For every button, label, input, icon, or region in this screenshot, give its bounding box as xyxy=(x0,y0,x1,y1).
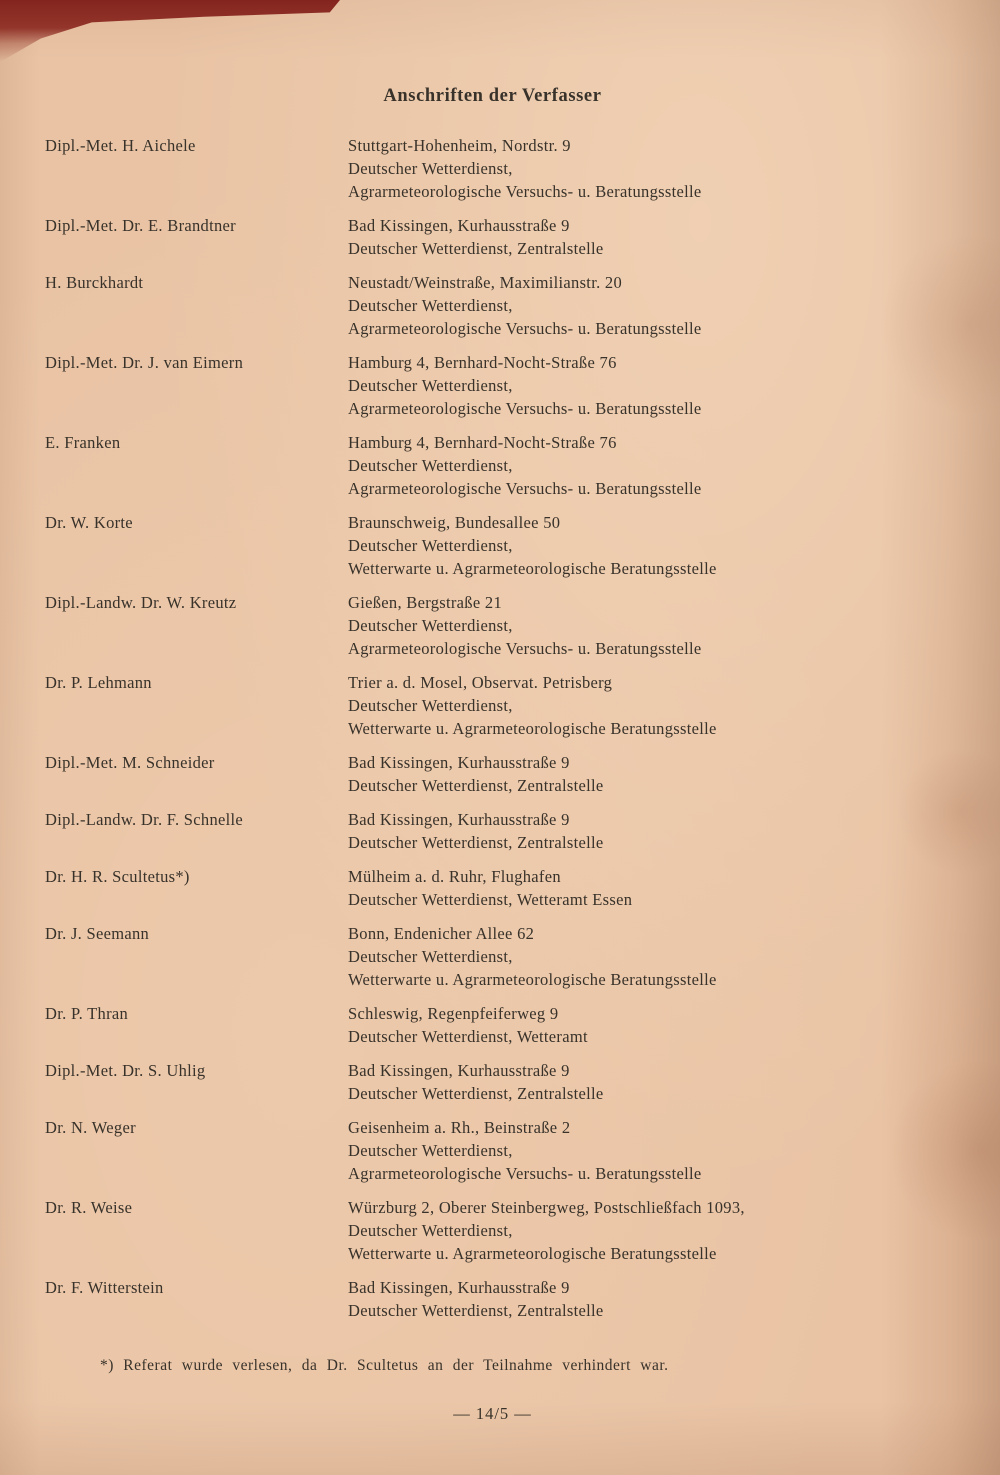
author-entry xyxy=(45,1276,940,1322)
address-line: Bad Kissingen, Kurhausstraße 9 xyxy=(348,216,570,235)
author-name: Dipl.-Landw. Dr. F. Schnelle xyxy=(45,810,244,829)
author-address xyxy=(348,1116,940,1185)
author-address xyxy=(348,214,940,260)
address-line: Wetterwarte u. Agrarmeteorologische Beratungsstelle xyxy=(348,970,717,989)
author-entry xyxy=(45,865,940,911)
author-name: Dipl.-Met. M. Schneider xyxy=(45,753,215,772)
address-line: Deutscher Wetterdienst, Wetteramt Essen xyxy=(348,890,633,909)
address-line: Deutscher Wetterdienst, xyxy=(348,376,513,395)
address-line: Bad Kissingen, Kurhausstraße 9 xyxy=(348,753,570,772)
author-entry xyxy=(45,671,940,740)
author-name: E. Franken xyxy=(45,433,121,452)
author-name: Dipl.-Met. Dr. S. Uhlig xyxy=(45,1061,206,1080)
address-line: Würzburg 2, Oberer Steinbergweg, Postschließfach 1093, xyxy=(348,1198,745,1217)
address-line: Agrarmeteorologische Versuchs- u. Beratungsstelle xyxy=(348,1164,702,1183)
address-line: Gießen, Bergstraße 21 xyxy=(348,593,502,612)
author-address xyxy=(348,922,940,991)
address-line: Deutscher Wetterdienst, xyxy=(348,947,513,966)
author-address xyxy=(348,751,940,797)
author-address xyxy=(348,1276,940,1322)
author-name: Dr. F. Witterstein xyxy=(45,1278,164,1297)
author-name: Dipl.-Met. Dr. J. van Eimern xyxy=(45,353,244,372)
address-line: Geisenheim a. Rh., Beinstraße 2 xyxy=(348,1118,571,1137)
address-line: Deutscher Wetterdienst, Wetteramt xyxy=(348,1027,588,1046)
author-entry xyxy=(45,271,940,340)
address-line: Deutscher Wetterdienst, xyxy=(348,456,513,475)
address-line: Bad Kissingen, Kurhausstraße 9 xyxy=(348,1061,570,1080)
address-line: Deutscher Wetterdienst, xyxy=(348,536,513,555)
author-name: Dipl.-Met. H. Aichele xyxy=(45,136,196,155)
author-entry xyxy=(45,214,940,260)
author-address xyxy=(348,351,940,420)
author-name: Dr. N. Weger xyxy=(45,1118,136,1137)
author-name: Dr. P. Thran xyxy=(45,1004,129,1023)
author-address-list xyxy=(45,134,940,1322)
author-entry xyxy=(45,1196,940,1265)
address-line: Bad Kissingen, Kurhausstraße 9 xyxy=(348,810,570,829)
address-line: Schleswig, Regenpfeiferweg 9 xyxy=(348,1004,559,1023)
author-name: Dr. R. Weise xyxy=(45,1198,133,1217)
author-name: H. Burckhardt xyxy=(45,273,144,292)
author-address xyxy=(348,134,940,203)
author-name: Dr. W. Korte xyxy=(45,513,133,532)
address-line: Deutscher Wetterdienst, Zentralstelle xyxy=(348,776,604,795)
author-address xyxy=(348,431,940,500)
address-line: Trier a. d. Mosel, Observat. Petrisberg xyxy=(348,673,613,692)
address-line: Agrarmeteorologische Versuchs- u. Beratungsstelle xyxy=(348,182,702,201)
footnote: *) Referat wurde verlesen, da Dr. Scultetus an der Teilnahme verhindert war. xyxy=(100,1357,669,1374)
address-line: Hamburg 4, Bernhard-Nocht-Straße 76 xyxy=(348,353,617,372)
author-name: Dr. J. Seemann xyxy=(45,924,150,943)
author-entry xyxy=(45,1059,940,1105)
author-name: Dr. H. R. Scultetus*) xyxy=(45,867,190,886)
address-line: Agrarmeteorologische Versuchs- u. Beratungsstelle xyxy=(348,319,702,338)
address-line: Neustadt/Weinstraße, Maximilianstr. 20 xyxy=(348,273,623,292)
binding-stain xyxy=(0,0,340,62)
author-address xyxy=(348,591,940,660)
address-line: Agrarmeteorologische Versuchs- u. Beratungsstelle xyxy=(348,399,702,418)
address-line: Deutscher Wetterdienst, xyxy=(348,696,513,715)
address-line: Deutscher Wetterdienst, Zentralstelle xyxy=(348,1301,604,1320)
address-line: Deutscher Wetterdienst, xyxy=(348,296,513,315)
author-address xyxy=(348,1059,940,1105)
address-line: Bad Kissingen, Kurhausstraße 9 xyxy=(348,1278,570,1297)
address-line: Wetterwarte u. Agrarmeteorologische Beratungsstelle xyxy=(348,559,717,578)
address-line: Stuttgart-Hohenheim, Nordstr. 9 xyxy=(348,136,571,155)
author-entry xyxy=(45,511,940,580)
address-line: Agrarmeteorologische Versuchs- u. Beratungsstelle xyxy=(348,479,702,498)
author-entry xyxy=(45,1116,940,1185)
address-line: Wetterwarte u. Agrarmeteorologische Beratungsstelle xyxy=(348,719,717,738)
author-entry xyxy=(45,808,940,854)
author-name: Dipl.-Landw. Dr. W. Kreutz xyxy=(45,593,237,612)
author-name: Dipl.-Met. Dr. E. Brandtner xyxy=(45,216,236,235)
author-entry xyxy=(45,922,940,991)
address-line: Deutscher Wetterdienst, xyxy=(348,1221,513,1240)
author-entry xyxy=(45,591,940,660)
address-line: Deutscher Wetterdienst, xyxy=(348,159,513,178)
page-number: — 14/5 — xyxy=(453,1404,532,1423)
author-entry xyxy=(45,1002,940,1048)
address-line: Deutscher Wetterdienst, xyxy=(348,1141,513,1160)
address-line: Deutscher Wetterdienst, Zentralstelle xyxy=(348,1084,604,1103)
author-entry xyxy=(45,431,940,500)
author-address xyxy=(348,865,940,911)
author-entry xyxy=(45,751,940,797)
address-line: Deutscher Wetterdienst, Zentralstelle xyxy=(348,833,604,852)
address-line: Mülheim a. d. Ruhr, Flughafen xyxy=(348,867,561,886)
address-line: Agrarmeteorologische Versuchs- u. Beratungsstelle xyxy=(348,639,702,658)
author-name: Dr. P. Lehmann xyxy=(45,673,152,692)
address-line: Deutscher Wetterdienst, xyxy=(348,616,513,635)
address-line: Braunschweig, Bundesallee 50 xyxy=(348,513,561,532)
author-address xyxy=(348,271,940,340)
address-line: Deutscher Wetterdienst, Zentralstelle xyxy=(348,239,604,258)
author-address xyxy=(348,1196,940,1265)
author-address xyxy=(348,1002,940,1048)
page-title: Anschriften der Verfasser xyxy=(383,86,602,106)
author-address xyxy=(348,671,940,740)
author-address xyxy=(348,511,940,580)
author-address xyxy=(348,808,940,854)
address-line: Hamburg 4, Bernhard-Nocht-Straße 76 xyxy=(348,433,617,452)
author-entry xyxy=(45,134,940,203)
author-entry xyxy=(45,351,940,420)
address-line: Bonn, Endenicher Allee 62 xyxy=(348,924,535,943)
address-line: Wetterwarte u. Agrarmeteorologische Beratungsstelle xyxy=(348,1244,717,1263)
